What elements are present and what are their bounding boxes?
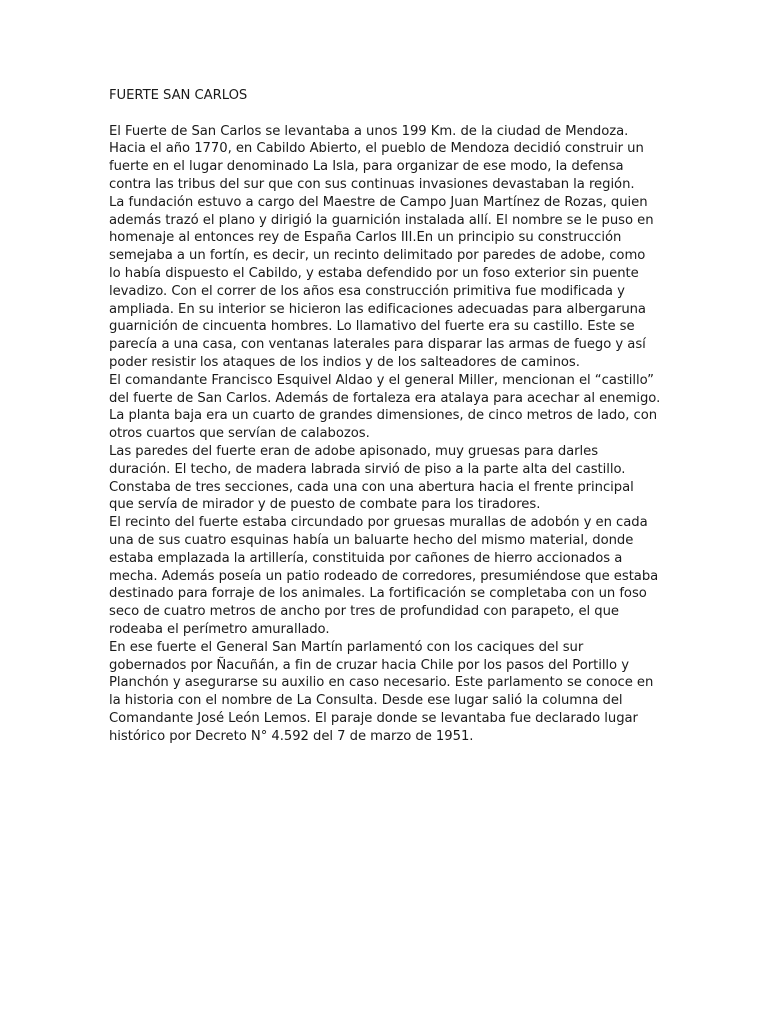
document-body — [109, 87, 661, 745]
paragraph-6: En ese fuerte el General San Martín parlamentó con los caciques del sur gobernados por Ñacuñán, a fin de cruzar hacia Chile por los pasos del Portillo y Planchón y asegurarse su auxilio en caso necesario. Este parlamento se conoce en la historia con el nombre de La Consulta. Desde ese lugar salió la columna del Comandante José León Lemos. El paraje donde se levantaba fue declarado lugar histórico por Decreto N° 4.592 del 7 de marzo de 1951. — [109, 639, 654, 744]
paragraph-1: El Fuerte de San Carlos se levantaba a unos 199 Km. de la ciudad de Mendoza. Hacia el año 1770, en Cabildo Abierto, el pueblo de Mendoza decidió construir un fuerte en el lugar denominado La Isla, para organizar de ese modo, la defensa contra las tribus del sur que con sus continuas invasiones devastaban la región. — [109, 123, 644, 192]
paragraph-5: El recinto del fuerte estaba circundado por gruesas murallas de adobón y en cada una de sus cuatro esquinas había un baluarte hecho del mismo material, donde estaba emplazada la artillería, constituida por cañones de hierro accionados a mecha. Además poseía un patio rodeado de corredores, presumiéndose que estaba destinado para forraje de los animales. La fortificación se completaba con un foso seco de cuatro metros de ancho por tres de profundidad con parapeto, el que rodeaba el perímetro amurallado. — [109, 515, 659, 637]
paragraph-3: El comandante Francisco Esquivel Aldao y el general Miller, mencionan el “castillo” del fuerte de San Carlos. Además de fortaleza era atalaya para acechar al enemigo. La planta baja era un cuarto de grandes dimensiones, de cinco metros de lado, con otros cuartos que servían de calabozos. — [109, 372, 661, 442]
paragraph-4: Las paredes del fuerte eran de adobe apisonado, muy gruesas para darles duración. El techo, de madera labrada sirvió de piso a la parte alta del castillo. Constaba de tres secciones, cada una con una abertura hacia el frente principal que servía de mirador y de puesto de combate para los tiradores. — [109, 443, 634, 513]
title-spacer — [109, 105, 661, 123]
document-title: FUERTE SAN CARLOS — [109, 88, 248, 103]
paragraph-2: La fundación estuvo a cargo del Maestre de Campo Juan Martínez de Rozas, quien además trazó el plano y dirigió la guarnición instalada allí. El nombre se le puso en homenaje al entonces rey de España Carlos III.En un principio su construcción semejaba a un fortín, es decir, un recinto delimitado por paredes de adobe, como lo había dispuesto el Cabildo, y estaba defendido por un foso exterior sin puente levadizo. Con el correr de los años esa construcción primitiva fue modificada y ampliada. En su interior se hicieron las edificaciones adecuadas para albergaruna guarnición de cincuenta hombres. Lo llamativo del fuerte era su castillo. Este se parecía a una casa, con ventanas laterales para disparar las armas de fuego y así poder resistir los ataques de los indios y de los salteadores de caminos. — [109, 194, 654, 370]
